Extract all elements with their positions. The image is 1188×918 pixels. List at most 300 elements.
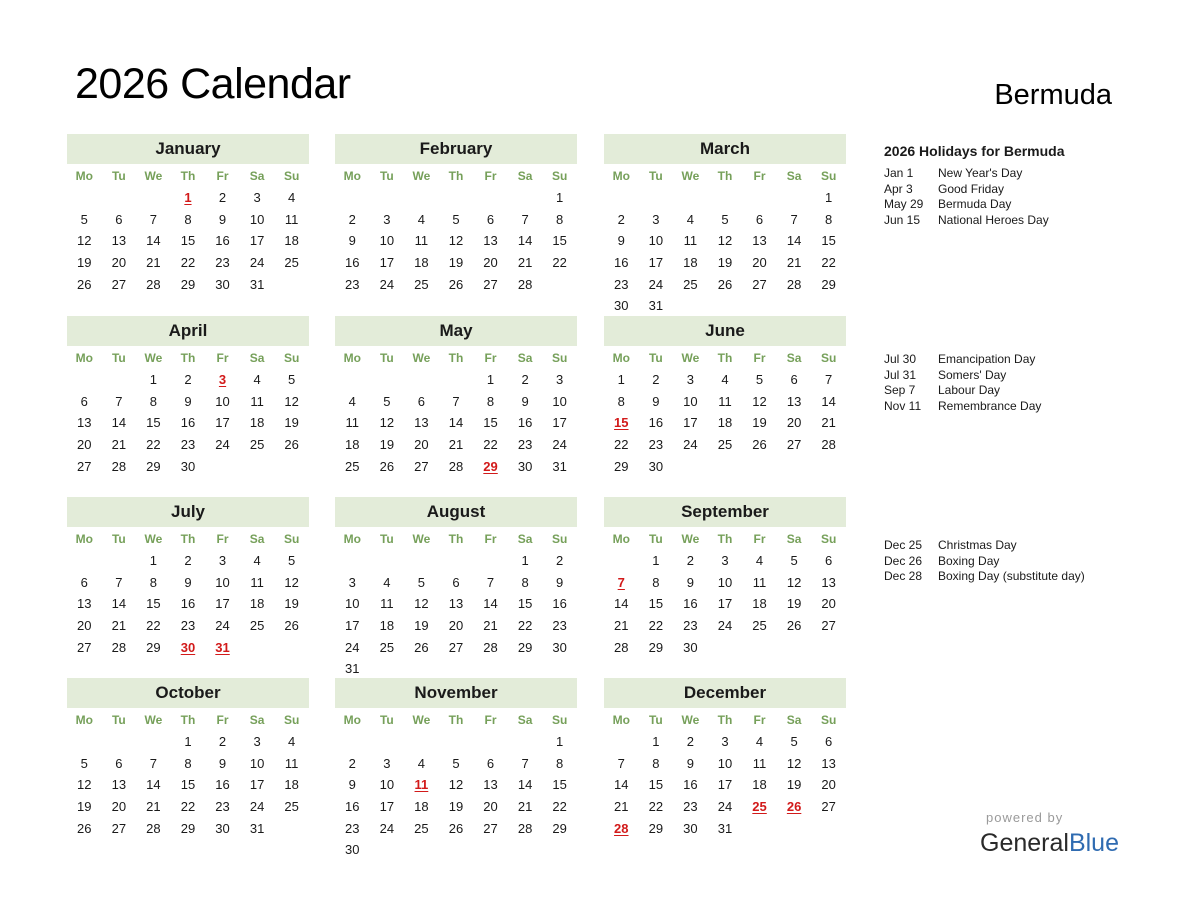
- weekday-label: We: [412, 169, 431, 183]
- weekday-label: Fr: [484, 351, 497, 365]
- week-row: [67, 593, 309, 615]
- weekday-label: Su: [551, 351, 568, 365]
- day-cell: 25: [683, 276, 698, 292]
- day-cell: 27: [77, 639, 92, 655]
- day-cell: 18: [284, 777, 299, 793]
- weekday-label: Th: [180, 351, 196, 365]
- empty-day-cell: [240, 456, 275, 478]
- day-cell: 16: [180, 415, 196, 431]
- day-cell: 17: [249, 233, 265, 249]
- weekday-label: Su: [820, 532, 837, 546]
- weekday-label: We: [681, 351, 700, 365]
- day-cell: 20: [821, 596, 836, 612]
- empty-day-cell: [811, 637, 846, 659]
- holiday-name: Boxing Day (substitute day): [938, 569, 1085, 583]
- day-cell: 10: [249, 211, 265, 227]
- day-cell: 16: [552, 596, 567, 612]
- month-name: September: [604, 497, 846, 527]
- day-cell: 14: [146, 233, 161, 249]
- day-cell: 8: [652, 755, 660, 771]
- day-cell: 4: [755, 553, 764, 568]
- weekday-label: Mo: [612, 169, 630, 183]
- weekday-label: Tu: [379, 713, 394, 727]
- day-cell: 25: [414, 276, 429, 292]
- day-cell: 6: [790, 372, 798, 387]
- day-cell: 2: [556, 553, 564, 568]
- weekday-label: We: [144, 351, 163, 365]
- brand-name-part2: Blue: [1068, 829, 1119, 857]
- empty-day-cell: [370, 658, 405, 680]
- holiday-entry: [884, 213, 1049, 229]
- weekday-label: Th: [448, 532, 464, 546]
- weekday-label: Fr: [216, 532, 229, 546]
- day-cell: 27: [111, 820, 127, 836]
- day-cell: 31: [345, 661, 360, 677]
- weekday-label: Tu: [648, 351, 663, 365]
- weekday-label: We: [144, 169, 163, 183]
- weekday-label: Mo: [75, 532, 93, 546]
- month-july: [67, 497, 309, 658]
- holiday-group: [884, 352, 1041, 414]
- day-cell: 2: [184, 553, 192, 568]
- week-row: [335, 839, 577, 861]
- day-cell: 10: [215, 574, 230, 590]
- day-cell: 4: [417, 211, 426, 227]
- weekday-label: Tu: [111, 713, 126, 727]
- day-cell: 7: [521, 755, 529, 771]
- empty-day-cell: [102, 369, 137, 391]
- weekday-label: We: [412, 351, 431, 365]
- weekday-label: Su: [283, 713, 300, 727]
- day-cell: 21: [146, 799, 161, 815]
- day-cell: 10: [683, 393, 698, 409]
- day-cell: 8: [556, 755, 564, 771]
- day-cell: 11: [414, 233, 429, 249]
- empty-day-cell: [673, 295, 708, 317]
- day-cell: 17: [249, 777, 265, 793]
- empty-day-cell: [67, 187, 102, 209]
- day-cell: 12: [77, 777, 92, 793]
- empty-day-cell: [777, 818, 812, 840]
- day-cell: 26: [77, 820, 92, 836]
- weekday-label: We: [412, 532, 431, 546]
- day-cell: 13: [77, 415, 92, 431]
- day-cell: 19: [717, 255, 733, 271]
- day-cell: 1: [184, 734, 192, 749]
- day-cell: 21: [614, 618, 629, 634]
- day-cell: 29: [614, 458, 629, 474]
- day-cell: 11: [718, 393, 732, 409]
- weekday-label: We: [144, 713, 163, 727]
- day-cell: 13: [448, 596, 464, 612]
- holidays-title: 2026 Holidays for Bermuda: [884, 143, 1065, 159]
- day-cell: 28: [517, 276, 533, 292]
- week-row: [67, 274, 309, 296]
- day-cell: 20: [414, 437, 429, 453]
- empty-day-cell: [370, 731, 405, 753]
- day-cell: 24: [717, 618, 733, 634]
- page-title: 2026 Calendar: [75, 60, 351, 108]
- day-cell: 3: [218, 553, 227, 568]
- day-cell: 16: [683, 596, 698, 612]
- week-row: [335, 731, 577, 753]
- day-cell: 27: [111, 276, 127, 292]
- month-june: [604, 316, 846, 477]
- weekday-label: Sa: [249, 532, 265, 546]
- weekday-header-row: [604, 709, 846, 731]
- day-cell: 31: [552, 458, 567, 474]
- empty-day-cell: [473, 187, 508, 209]
- weekday-label: Sa: [517, 351, 533, 365]
- week-row: [604, 434, 846, 456]
- weekday-label: Sa: [786, 532, 802, 546]
- day-cell: 2: [184, 372, 192, 387]
- day-cell: 25: [752, 618, 767, 634]
- day-cell: 1: [652, 734, 660, 749]
- month-name: December: [604, 678, 846, 708]
- weekday-label: Tu: [379, 351, 394, 365]
- day-cell: 20: [77, 618, 92, 634]
- day-cell: 7: [149, 211, 158, 227]
- day-cell: 31: [717, 820, 733, 836]
- month-name: March: [604, 134, 846, 164]
- week-row: [335, 187, 577, 209]
- day-cell: 21: [786, 255, 802, 271]
- day-cell: 26: [786, 618, 802, 634]
- week-row: [67, 615, 309, 637]
- day-cell: 24: [552, 437, 567, 453]
- day-cell: 14: [448, 415, 464, 431]
- day-cell: 7: [617, 755, 625, 771]
- day-cell: 5: [80, 755, 88, 771]
- day-cell: 9: [184, 574, 192, 590]
- day-cell: 10: [345, 596, 360, 612]
- empty-day-cell: [811, 295, 846, 317]
- day-cell: 9: [686, 755, 695, 771]
- day-cell: 16: [517, 415, 533, 431]
- day-cell: 23: [215, 255, 230, 271]
- weekday-label: Mo: [343, 351, 361, 365]
- empty-day-cell: [673, 187, 708, 209]
- week-row: [335, 796, 577, 818]
- day-cell: 20: [483, 799, 498, 815]
- month-name: April: [67, 316, 309, 346]
- empty-day-cell: [404, 187, 439, 209]
- empty-day-cell: [777, 637, 812, 659]
- day-cell: 14: [517, 777, 533, 793]
- day-cell: 21: [111, 437, 127, 453]
- day-cell: 15: [517, 596, 533, 612]
- holiday-date: Jul 30: [884, 352, 917, 366]
- day-cell: 18: [752, 596, 767, 612]
- empty-day-cell: [335, 550, 370, 572]
- day-cell: 22: [180, 799, 196, 815]
- empty-day-cell: [639, 187, 674, 209]
- empty-day-cell: [136, 187, 171, 209]
- holiday-name: Labour Day: [938, 383, 1001, 397]
- month-name: November: [335, 678, 577, 708]
- day-cell: 11: [752, 574, 767, 590]
- empty-day-cell: [205, 456, 240, 478]
- weekday-header-row: [604, 165, 846, 187]
- day-cell: 9: [686, 574, 695, 590]
- day-cell: 30: [345, 842, 360, 858]
- day-cell: 3: [721, 553, 729, 568]
- day-cell: 8: [149, 393, 158, 409]
- day-cell: 15: [146, 596, 161, 612]
- day-cell: 1: [149, 553, 158, 568]
- empty-day-cell: [508, 658, 543, 680]
- day-cell: 5: [755, 372, 764, 387]
- day-cell: 15: [552, 777, 567, 793]
- day-cell: 19: [786, 596, 802, 612]
- day-cell: 14: [483, 596, 498, 612]
- week-row: [67, 252, 309, 274]
- week-row: [335, 774, 577, 796]
- generalblue-logo: [980, 826, 1119, 860]
- day-cell: 3: [348, 574, 356, 590]
- week-row: [67, 774, 309, 796]
- day-cell: 3: [383, 211, 391, 227]
- day-cell: 16: [345, 799, 360, 815]
- day-cell: 16: [345, 255, 360, 271]
- day-cell: 25: [379, 639, 395, 655]
- month-name: January: [67, 134, 309, 164]
- week-row: [67, 550, 309, 572]
- day-cell: 5: [288, 372, 296, 387]
- empty-day-cell: [274, 818, 309, 840]
- day-cell: 27: [821, 618, 836, 634]
- day-cell: 9: [348, 233, 356, 249]
- powered-by-text: powered by: [986, 810, 1064, 825]
- day-cell: 24: [249, 799, 265, 815]
- day-cell: 29: [821, 276, 836, 292]
- empty-day-cell: [673, 456, 708, 478]
- holiday-date: Jun 15: [884, 212, 921, 227]
- holiday-name: Boxing Day: [938, 553, 1000, 568]
- month-april: [67, 316, 309, 477]
- week-row: [335, 274, 577, 296]
- day-cell: 27: [77, 458, 92, 474]
- day-cell: 4: [383, 574, 391, 590]
- weekday-header-row: [67, 347, 309, 369]
- holiday-group: [884, 538, 1085, 585]
- day-cell: 11: [683, 233, 698, 249]
- day-cell: 29: [180, 820, 196, 836]
- empty-day-cell: [473, 658, 508, 680]
- weekday-label: Fr: [216, 351, 229, 365]
- day-cell: 27: [786, 437, 802, 453]
- weekday-label: Tu: [648, 169, 663, 183]
- weekday-label: Sa: [517, 169, 533, 183]
- day-cell: 19: [77, 255, 92, 271]
- day-cell: 9: [556, 574, 564, 590]
- day-cell: 1: [521, 553, 529, 568]
- empty-day-cell: [604, 550, 639, 572]
- week-row: [604, 295, 846, 317]
- weekday-header-row: [604, 347, 846, 369]
- day-cell: 12: [284, 574, 299, 590]
- day-cell: 7: [790, 211, 798, 227]
- day-cell: 28: [517, 820, 533, 836]
- week-row: [335, 593, 577, 615]
- day-cell: 10: [648, 233, 664, 249]
- weekday-label: Sa: [786, 351, 802, 365]
- day-cell: 1: [825, 190, 833, 205]
- day-cell: 19: [77, 799, 92, 815]
- day-cell: 26: [448, 820, 464, 836]
- holiday-day-cell: 29: [483, 458, 498, 474]
- week-row: [335, 391, 577, 413]
- day-cell: 28: [448, 458, 464, 474]
- day-cell: 21: [483, 618, 498, 634]
- day-cell: 24: [379, 820, 395, 836]
- day-cell: 25: [249, 618, 265, 634]
- week-row: [335, 818, 577, 840]
- day-cell: 22: [821, 255, 836, 271]
- week-row: [67, 637, 309, 659]
- day-cell: 5: [452, 755, 460, 771]
- day-cell: 26: [717, 276, 733, 292]
- week-row: [67, 818, 309, 840]
- week-row: [335, 209, 577, 231]
- weekday-label: Tu: [379, 169, 394, 183]
- day-cell: 6: [755, 211, 764, 227]
- weekday-label: Th: [717, 713, 733, 727]
- day-cell: 13: [414, 415, 429, 431]
- holiday-date: Jul 31: [884, 367, 917, 382]
- week-row: [604, 209, 846, 231]
- day-cell: 17: [717, 596, 733, 612]
- empty-day-cell: [542, 274, 577, 296]
- day-cell: 7: [486, 574, 495, 590]
- weekday-label: Su: [283, 351, 300, 365]
- day-cell: 12: [379, 415, 395, 431]
- day-cell: 12: [786, 574, 802, 590]
- day-cell: 13: [821, 755, 836, 771]
- day-cell: 9: [521, 393, 529, 409]
- empty-day-cell: [102, 550, 137, 572]
- week-row: [604, 456, 846, 478]
- day-cell: 4: [253, 553, 261, 568]
- day-cell: 17: [717, 777, 733, 793]
- day-cell: 6: [80, 574, 88, 590]
- day-cell: 28: [786, 276, 802, 292]
- empty-day-cell: [473, 731, 508, 753]
- day-cell: 3: [253, 734, 261, 749]
- day-cell: 3: [383, 755, 391, 771]
- holiday-date: Apr 3: [884, 181, 913, 196]
- empty-day-cell: [542, 658, 577, 680]
- week-row: [604, 593, 846, 615]
- day-cell: 23: [180, 437, 196, 453]
- day-cell: 5: [790, 734, 798, 749]
- day-cell: 12: [284, 393, 299, 409]
- holiday-name: Christmas Day: [938, 538, 1017, 552]
- day-cell: 28: [146, 820, 161, 836]
- weekday-label: Su: [551, 169, 568, 183]
- day-cell: 10: [552, 393, 567, 409]
- day-cell: 3: [556, 372, 564, 387]
- weekday-header-row: [335, 165, 577, 187]
- week-row: [67, 434, 309, 456]
- week-row: [604, 230, 846, 252]
- day-cell: 25: [717, 437, 733, 453]
- day-cell: 1: [652, 553, 660, 568]
- day-cell: 13: [77, 596, 92, 612]
- day-cell: 24: [345, 639, 360, 655]
- holiday-date: Nov 11: [884, 398, 922, 413]
- empty-day-cell: [370, 839, 405, 861]
- weekday-label: Th: [717, 532, 733, 546]
- day-cell: 22: [552, 799, 567, 815]
- day-cell: 5: [417, 574, 426, 590]
- holiday-day-cell: 26: [786, 799, 802, 815]
- day-cell: 6: [417, 393, 426, 409]
- day-cell: 23: [614, 276, 629, 292]
- weekday-header-row: [604, 528, 846, 550]
- empty-day-cell: [742, 456, 777, 478]
- day-cell: 20: [752, 255, 767, 271]
- day-cell: 17: [552, 415, 567, 431]
- day-cell: 5: [383, 393, 391, 409]
- day-cell: 2: [686, 734, 695, 749]
- day-cell: 9: [184, 393, 192, 409]
- day-cell: 14: [786, 233, 802, 249]
- holiday-day-cell: 25: [752, 799, 767, 815]
- day-cell: 20: [821, 777, 836, 793]
- day-cell: 11: [752, 755, 767, 771]
- month-name: February: [335, 134, 577, 164]
- day-cell: 23: [345, 820, 360, 836]
- empty-day-cell: [811, 456, 846, 478]
- weekday-label: Fr: [753, 351, 766, 365]
- day-cell: 19: [448, 255, 464, 271]
- day-cell: 19: [448, 799, 464, 815]
- day-cell: 20: [786, 415, 802, 431]
- day-cell: 14: [614, 596, 629, 612]
- day-cell: 19: [752, 415, 767, 431]
- day-cell: 14: [111, 415, 127, 431]
- week-row: [67, 209, 309, 231]
- day-cell: 4: [686, 211, 695, 227]
- weekday-label: Mo: [343, 532, 361, 546]
- weekday-label: Tu: [111, 351, 126, 365]
- week-row: [335, 412, 577, 434]
- day-cell: 9: [348, 777, 356, 793]
- day-cell: 5: [721, 211, 729, 227]
- day-cell: 23: [683, 618, 698, 634]
- day-cell: 8: [652, 574, 660, 590]
- day-cell: 29: [146, 458, 161, 474]
- weekday-label: Mo: [75, 351, 93, 365]
- day-cell: 13: [786, 393, 802, 409]
- day-cell: 17: [215, 596, 230, 612]
- day-cell: 10: [249, 755, 265, 771]
- day-cell: 3: [686, 372, 695, 387]
- weekday-label: Sa: [249, 713, 265, 727]
- brand-name-part1: General: [980, 829, 1069, 857]
- day-cell: 25: [414, 820, 429, 836]
- day-cell: 18: [249, 596, 265, 612]
- empty-day-cell: [240, 637, 275, 659]
- weekday-label: Sa: [249, 169, 265, 183]
- day-cell: 8: [825, 211, 833, 227]
- day-cell: 27: [752, 276, 767, 292]
- day-cell: 29: [517, 639, 533, 655]
- week-row: [604, 637, 846, 659]
- empty-day-cell: [335, 731, 370, 753]
